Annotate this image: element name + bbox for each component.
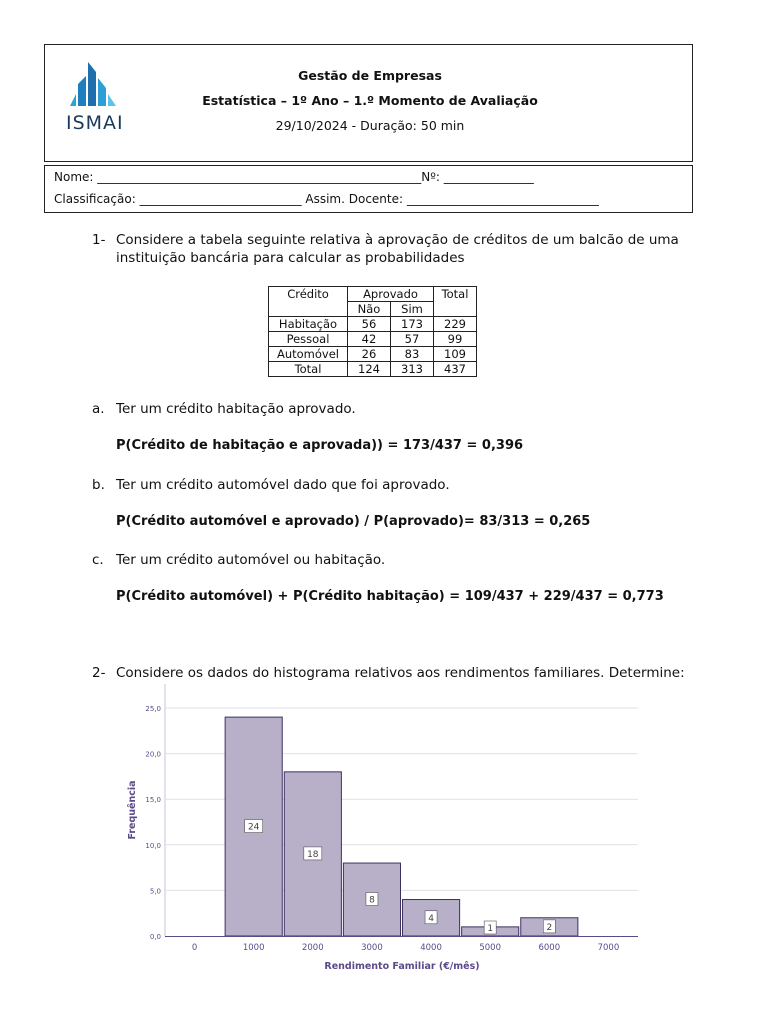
bar-value-label: 1	[487, 924, 494, 934]
histogram-bars	[225, 717, 578, 936]
cell-sim: 83	[391, 347, 434, 362]
exam-title: Estatística – 1º Ano – 1.º Momento de Avaliação	[202, 93, 538, 108]
question-2-text: Considere os dados do histograma relativos aos rendimentos familiares. Determine:	[116, 665, 685, 681]
x-tick-label: 2000	[301, 943, 324, 953]
cell-sim: 57	[391, 332, 434, 347]
table-header-credito: Crédito	[269, 287, 348, 317]
table-row	[269, 347, 477, 362]
table-header-nao: Não	[348, 302, 391, 317]
y-tick-label: 20,0	[145, 750, 161, 759]
x-tick-label: 3000	[361, 943, 383, 953]
y-tick-label: 10,0	[145, 841, 161, 850]
row-label: Pessoal	[269, 332, 348, 347]
table-header-sim: Sim	[391, 302, 434, 317]
row-label: Habitação	[269, 317, 348, 332]
name-number-field: Nome: ______________________________________________________Nº: _______________	[54, 170, 534, 184]
logo-text: ISMAI	[66, 112, 124, 134]
cell-sim: 173	[391, 317, 434, 332]
exam-date-duration: 29/10/2024 - Duração: 50 min	[275, 118, 465, 133]
table-row	[269, 362, 477, 377]
bar-value-label: 2	[546, 922, 553, 933]
item-b-text: Ter um crédito automóvel dado que foi aprovado.	[116, 477, 450, 493]
item-a-text: Ter um crédito habitação aprovado.	[116, 401, 356, 417]
y-tick-label: 25,0	[145, 705, 161, 713]
cell-nao: 56	[348, 317, 391, 332]
item-c-text: Ter um crédito automóvel ou habitação.	[116, 552, 386, 568]
item-b-answer: P(Crédito automóvel e aprovado) / P(aprovado)= 83/313 = 0,265	[116, 514, 591, 529]
table-row	[269, 317, 477, 332]
item-b-label: b.	[92, 477, 105, 493]
table-header-aprovado: Aprovado	[348, 287, 434, 302]
y-tick-label: 0,0	[149, 933, 161, 941]
table-row	[269, 332, 477, 347]
bar-value-label: 18	[307, 849, 319, 860]
table-header-total: Total	[434, 287, 477, 317]
x-tick-label: 4000	[420, 943, 442, 953]
course-name: Gestão de Empresas	[298, 68, 442, 83]
x-axis-label: Rendimento Familiar (€/mês)	[324, 961, 480, 972]
bar-value-label: 24	[247, 822, 260, 833]
question-1-number: 1-	[92, 232, 106, 248]
cell-total: 437	[434, 362, 477, 377]
x-tick-label: 7000	[597, 943, 620, 953]
income-histogram	[0, 680, 768, 980]
question-1-text: Considere a tabela seguinte relativa à aprovação de créditos de um balcão de uma instituição bancária para calcular as probabilidades	[116, 232, 679, 266]
x-tick-label: 0	[191, 943, 198, 953]
cell-nao: 124	[348, 362, 391, 377]
cell-nao: 26	[348, 347, 391, 362]
x-tick-labels	[192, 943, 619, 953]
item-c-answer: P(Crédito automóvel) + P(Crédito habitação) = 109/437 + 229/437 = 0,773	[116, 589, 664, 604]
grade-teacher-field: Classificação: ___________________________ Assim. Docente: ________________________________	[54, 192, 599, 206]
y-axis-label: Frequência	[127, 780, 138, 840]
x-tick-label: 5000	[479, 943, 502, 953]
question-2-number: 2-	[92, 665, 106, 681]
bar-value-label: 4	[428, 913, 434, 924]
cell-total: 99	[434, 332, 477, 347]
x-tick-label: 6000	[538, 943, 561, 953]
cell-sim: 313	[391, 362, 434, 377]
cell-nao: 42	[348, 332, 391, 347]
item-c-label: c.	[92, 552, 104, 568]
row-label: Total	[269, 362, 348, 377]
item-a-label: a.	[92, 401, 105, 417]
cell-total: 229	[434, 317, 477, 332]
x-tick-label: 1000	[242, 943, 265, 953]
item-a-answer: P(Crédito de habitação e aprovada)) = 173/437 = 0,396	[116, 438, 524, 453]
contingency-table	[268, 286, 477, 377]
row-label: Automóvel	[269, 347, 348, 362]
cell-total: 109	[434, 347, 477, 362]
y-tick-labels	[145, 705, 161, 941]
y-tick-label: 5,0	[149, 887, 161, 896]
bar-value-label: 8	[369, 895, 375, 906]
y-tick-label: 15,0	[145, 796, 161, 805]
